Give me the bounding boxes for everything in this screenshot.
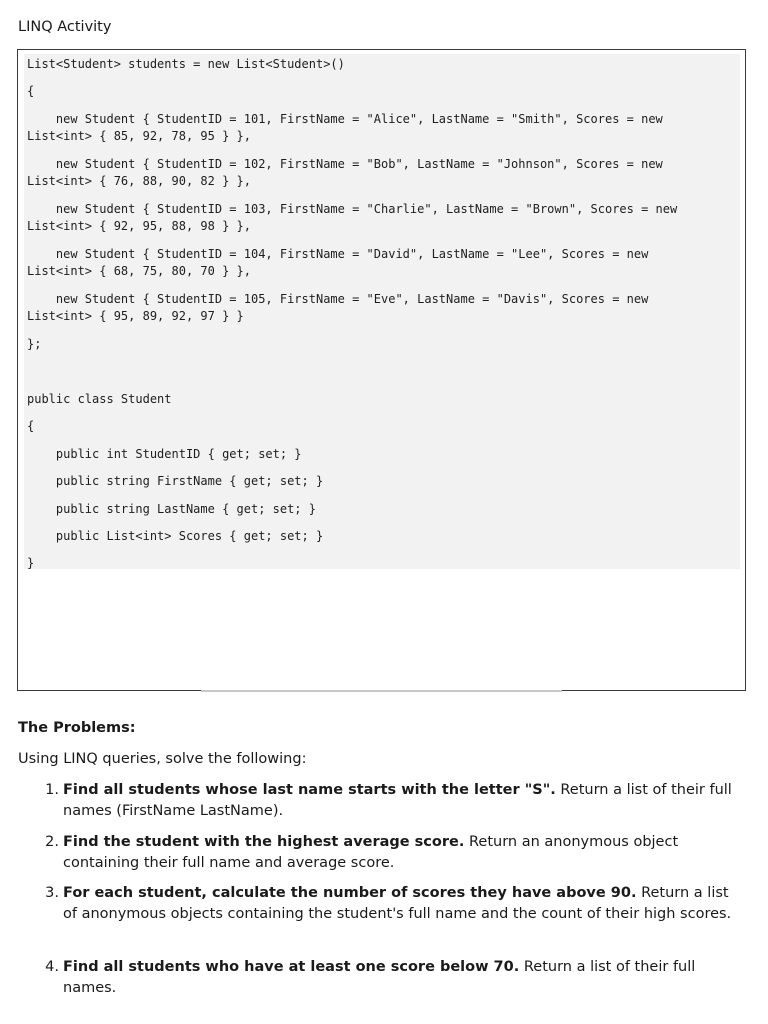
code-line: new Student { StudentID = 102, FirstName = "Bob", LastName = "Johnson", Scores = new [27,157,663,171]
code-line: new Student { StudentID = 105, FirstName = "Eve", LastName = "Davis", Scores = new [27,292,649,306]
problem-item [45,957,743,999]
page-title: LINQ Activity [18,19,112,35]
code-line: { [27,419,35,433]
code-textarea[interactable] [17,49,746,691]
code-line: public List<int> Scores { get; set; } [27,529,324,543]
problem-description: Return a list of their full names (FirstName LastName). [63,782,732,819]
problem-number: 1. [45,782,59,798]
code-line: new Student { StudentID = 101, FirstName = "Alice", LastName = "Smith", Scores = new [27,112,663,126]
code-line: new Student { StudentID = 103, FirstName = "Charlie", LastName = "Brown", Scores = new [27,202,678,216]
problem-item [45,832,743,874]
problem-description: Return a list of anonymous objects containing the student's full name and the count of their high scores. [63,885,732,922]
problems-intro: Using LINQ queries, solve the following: [18,751,307,767]
problem-title: Find all students who have at least one score below 70. [63,959,520,975]
code-line: public class Student [27,392,172,406]
code-line: List<int> { 68, 75, 80, 70 } }, [27,264,251,278]
code-line: public int StudentID { get; set; } [27,447,302,461]
horizontal-scrollbar[interactable] [201,690,562,692]
problems-heading: The Problems: [18,720,136,736]
code-line: public string FirstName { get; set; } [27,474,324,488]
problem-description: Return a list of their full names. [63,959,696,996]
code-line: } [27,556,35,570]
problem-title: Find all students whose last name starts with the letter "S". [63,782,556,798]
problem-item [45,780,743,822]
problem-title: Find the student with the highest average score. [63,834,465,850]
code-line: public string LastName { get; set; } [27,502,316,516]
code-line: }; [27,337,42,351]
problem-description: Return an anonymous object containing their full name and average score. [63,834,679,871]
code-line: List<Student> students = new List<Student>() [27,57,345,71]
code-line: List<int> { 76, 88, 90, 82 } }, [27,174,251,188]
code-line: List<int> { 92, 95, 88, 98 } }, [27,219,251,233]
code-block [24,54,740,569]
problem-title: For each student, calculate the number of scores they have above 90. [63,885,637,901]
problem-number: 4. [45,959,59,975]
code-line: new Student { StudentID = 104, FirstName = "David", LastName = "Lee", Scores = new [27,247,649,261]
problem-item [45,883,743,925]
problem-number: 2. [45,834,59,850]
code-line: List<int> { 85, 92, 78, 95 } }, [27,129,251,143]
problem-number: 3. [45,885,59,901]
code-line: List<int> { 95, 89, 92, 97 } } [27,309,244,323]
code-line: { [27,84,35,98]
